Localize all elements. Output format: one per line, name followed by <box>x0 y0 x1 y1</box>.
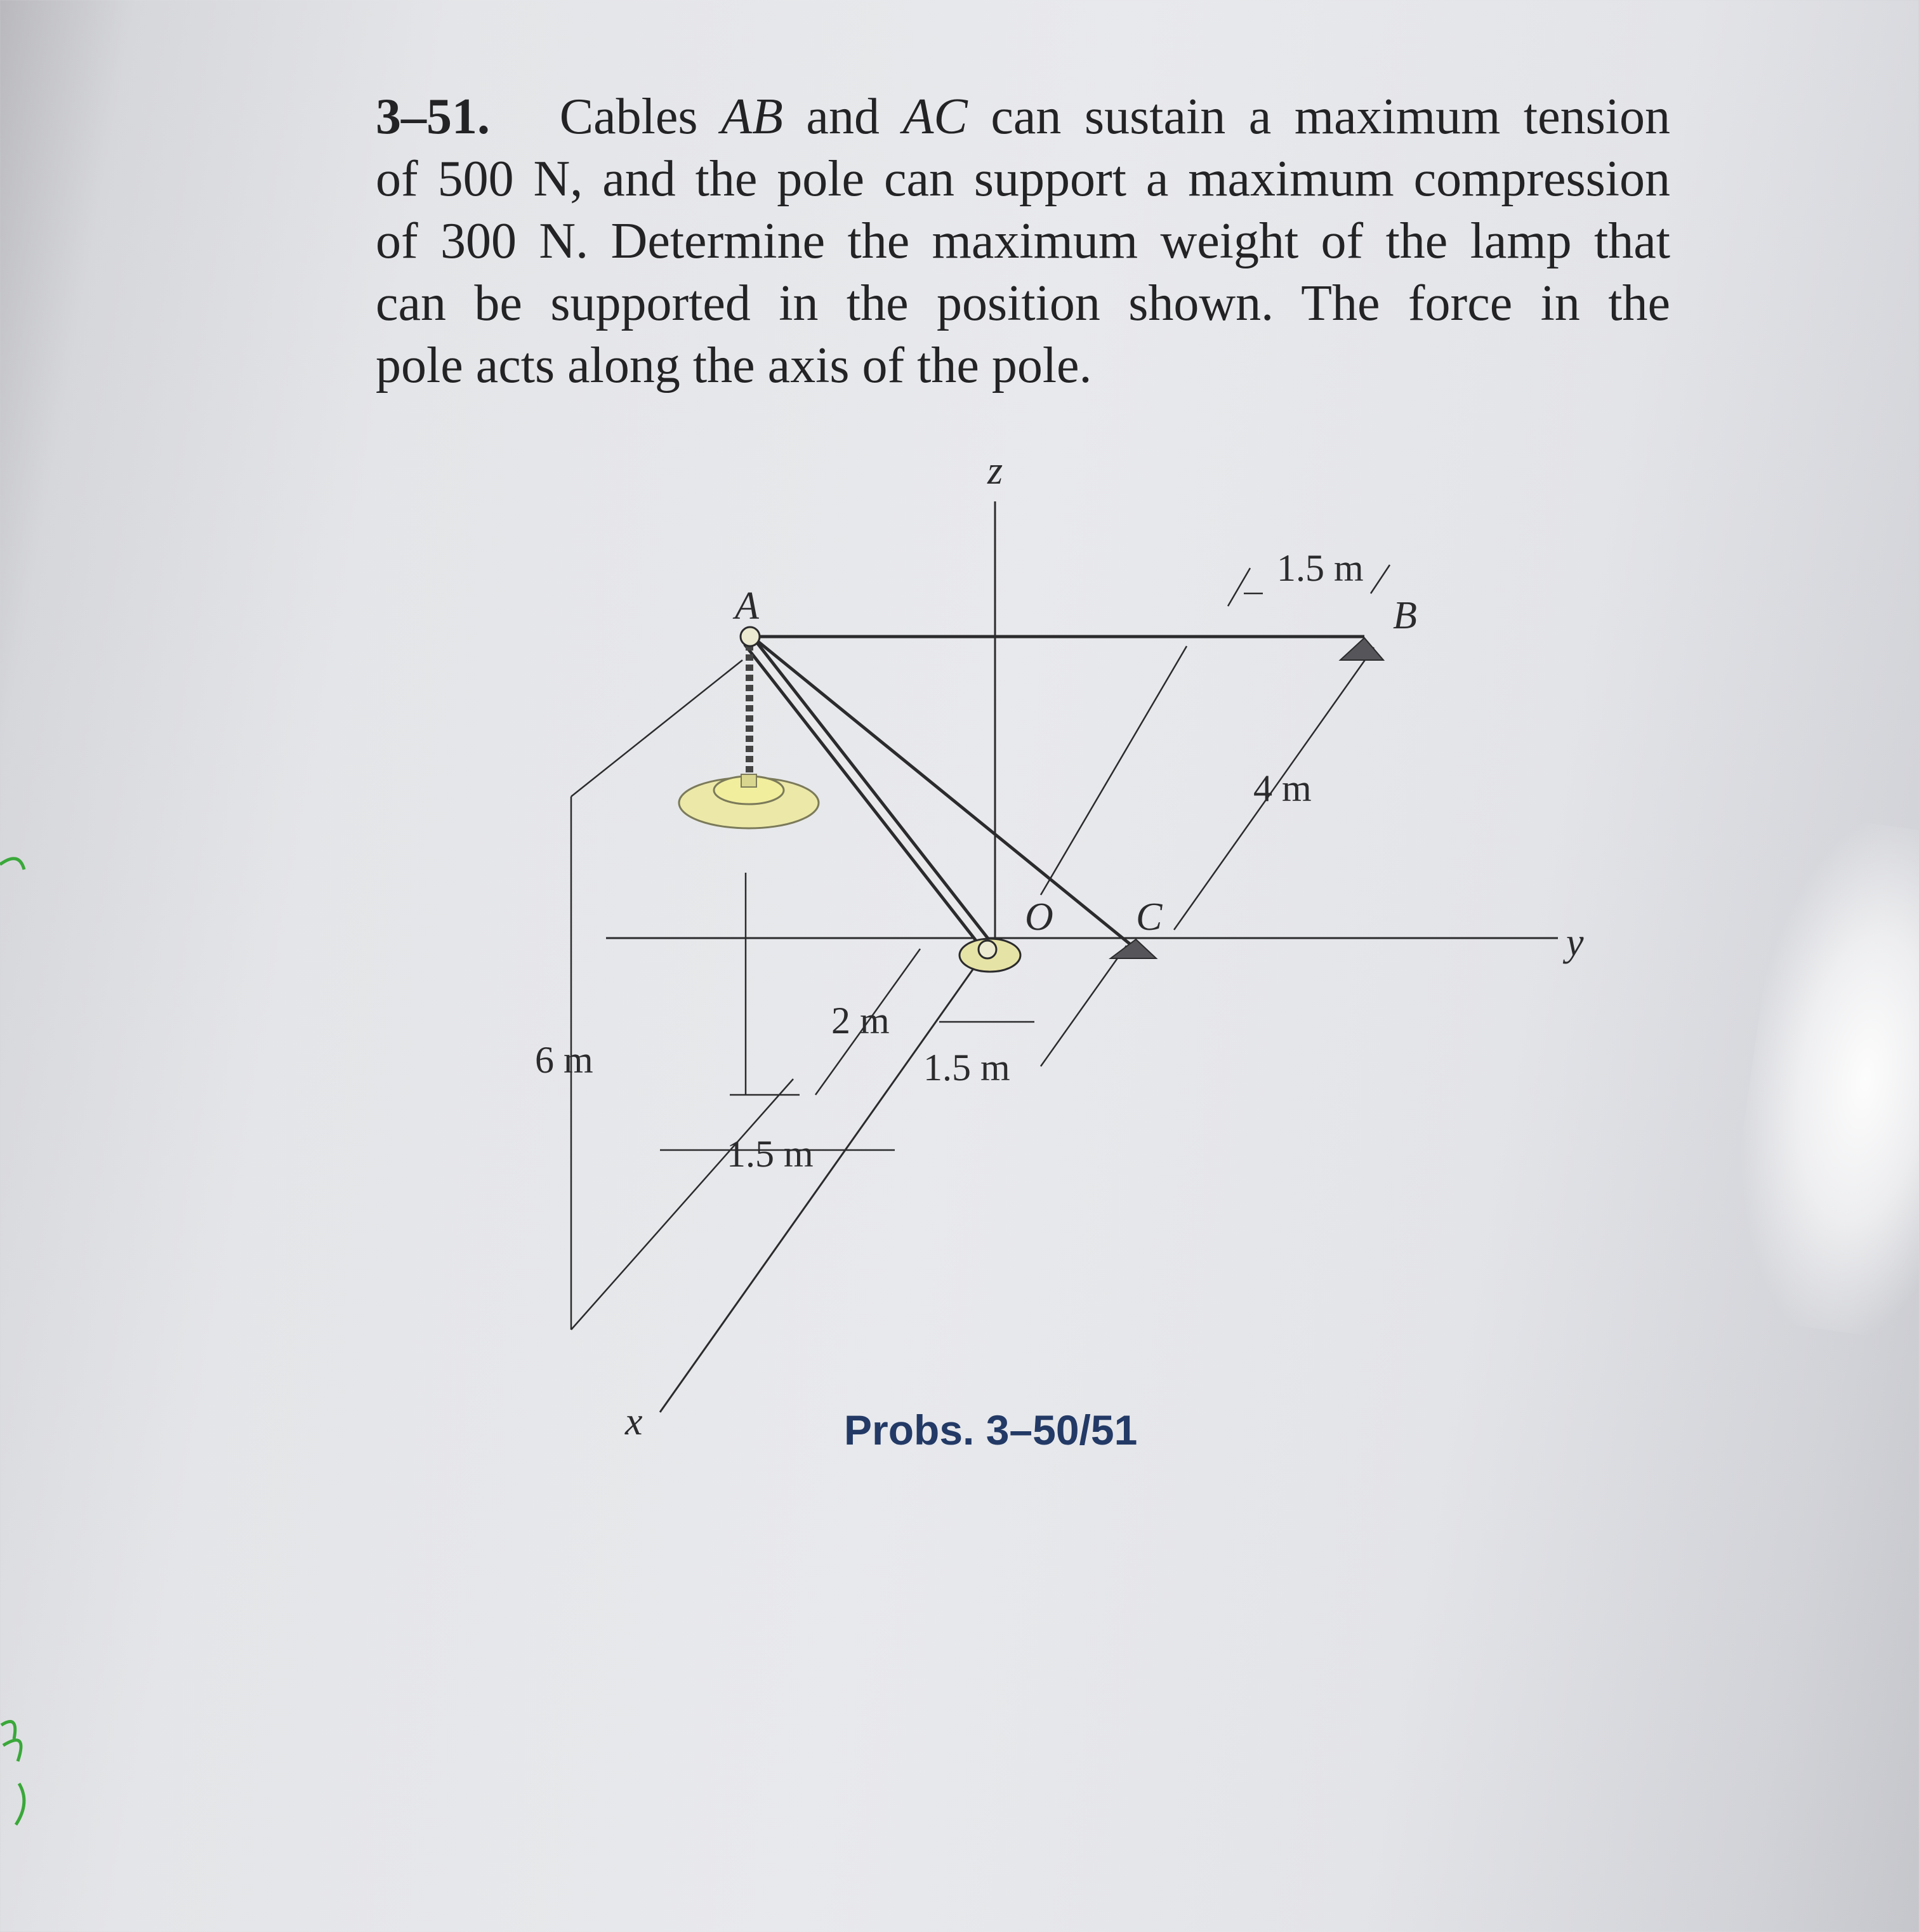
pen-marks <box>0 844 51 1834</box>
dim-15-right-guide <box>1041 946 1126 1066</box>
tick-top-left <box>1228 568 1263 606</box>
point-o-label: O <box>1025 896 1053 939</box>
anchor-b <box>1340 638 1383 660</box>
point-c-label: C <box>1136 896 1163 939</box>
figure-caption: Probs. 3–50/51 <box>844 1406 1138 1453</box>
problem-line-3: of 300 N. Determine the maximum weight of the lamp that <box>376 213 1670 269</box>
problem-line-2: of 500 N, and the pole can support a maximum compression <box>376 151 1670 207</box>
problem-number: 3–51. <box>376 89 490 145</box>
pole-base <box>960 939 1020 972</box>
tick-top-right <box>1371 565 1390 593</box>
dim-top-label: 1.5 m <box>1277 547 1364 589</box>
problem-line-5: pole acts along the axis of the pole. <box>376 338 1092 394</box>
problem-line-4: can be supported in the position shown. The force in the <box>376 275 1670 331</box>
anchor-c <box>1111 939 1156 958</box>
dim-6m-label: 6 m <box>535 1039 593 1081</box>
axis-x-label: x <box>625 1400 643 1443</box>
joint-a <box>741 627 760 646</box>
dim-2m-label: 2 m <box>831 1000 890 1042</box>
dim-15-right-label: 1.5 m <box>923 1047 1010 1088</box>
x-axis-line <box>660 938 995 1412</box>
point-a-label: A <box>735 585 759 628</box>
lamp <box>679 774 819 828</box>
dim-4m-label: 4 m <box>1253 767 1312 809</box>
problem-line-1: 3–51. Cables AB and AC can sustain a maximum tension <box>376 89 1671 145</box>
axis-z-label: z <box>987 449 1003 493</box>
point-b-label: B <box>1393 594 1417 637</box>
dim-6m-top-diag <box>571 660 742 797</box>
dim-15-bottom-label: 1.5 m <box>727 1133 814 1175</box>
dim-6m-bottom-diag <box>571 1079 793 1330</box>
axis-y-label: y <box>1566 921 1584 964</box>
diag-guide-line <box>1041 646 1187 895</box>
